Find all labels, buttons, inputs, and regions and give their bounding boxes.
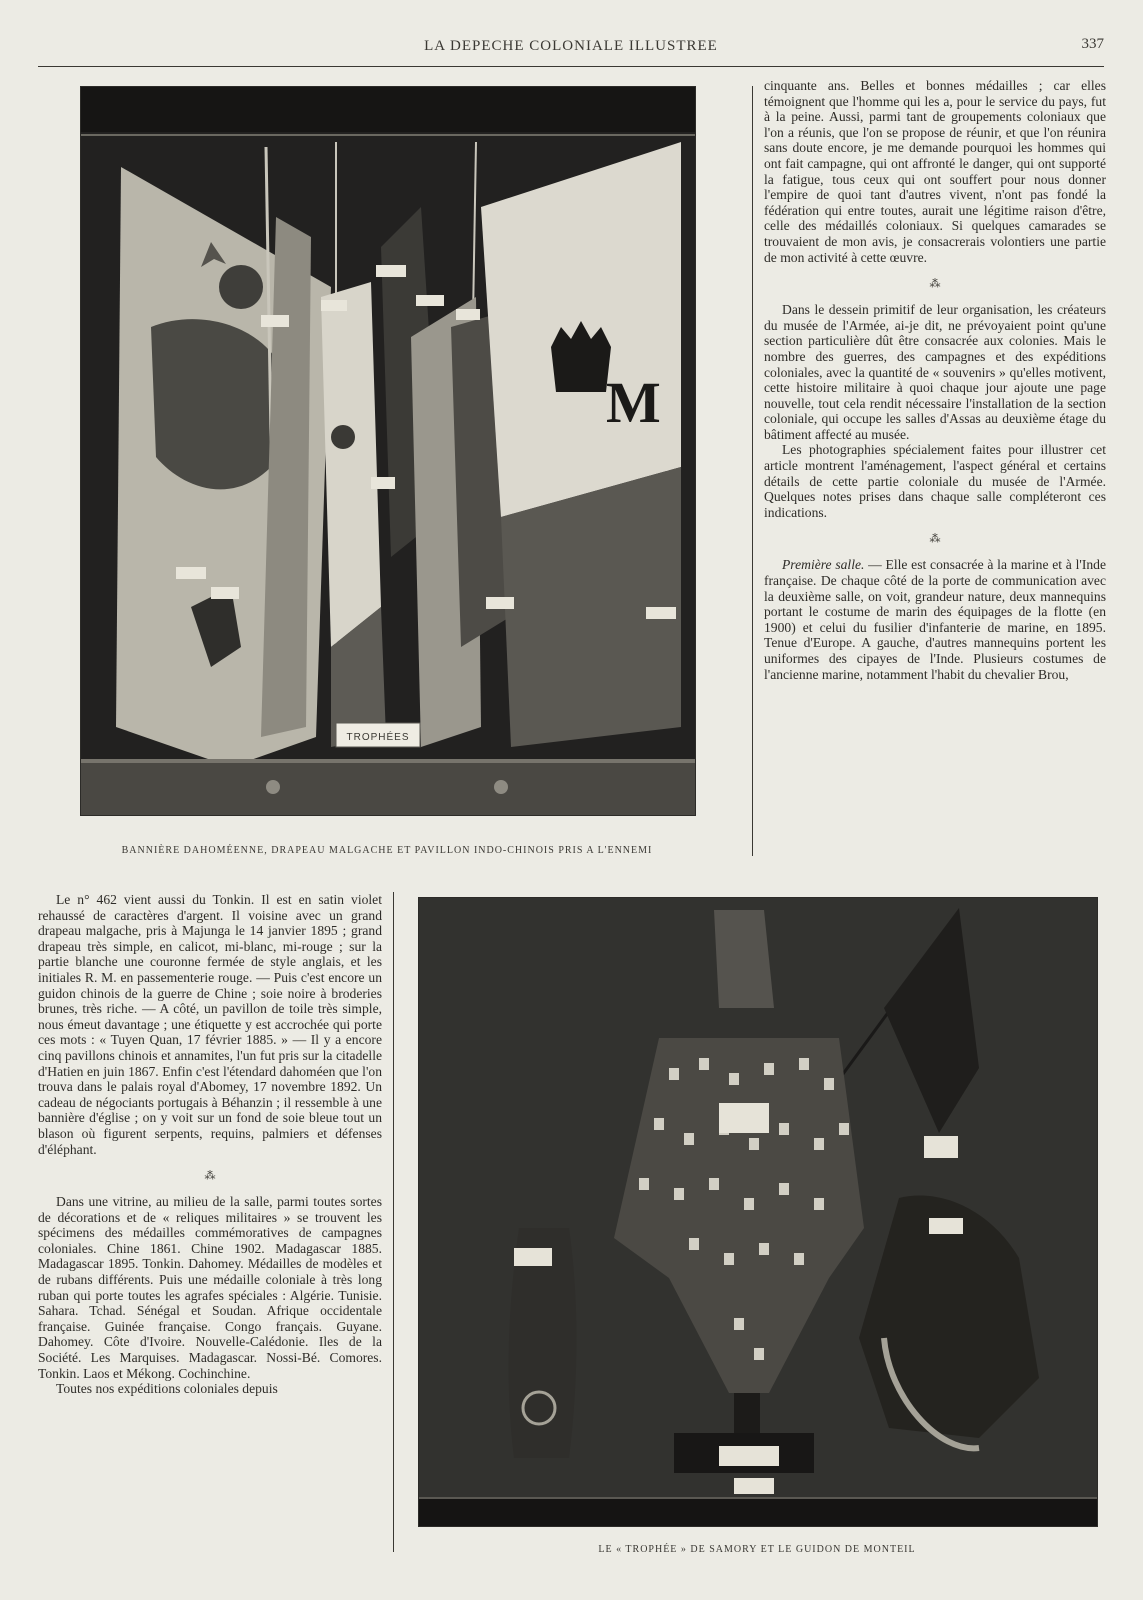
- left-paragraph-2: Dans une vitrine, au milieu de la salle, parmi toutes sortes de décorations et de « reliques militaires » se trouvent les spécimens des médailles commémoratives de campagnes coloniales. Chine 1861. Chine 1902. Madagascar 1885. Madagascar 1895. Tonkin. Dahomey. Médailles de modèles et de rubans différents. Puis une médaille coloniale à très long ruban qui porte toutes les agrafes spéciales : Algérie. Tunisie. Sahara. Tchad. Sénégal et Soudan. Afrique occidentale française. Guinée française. Congo français. Guyane. Dahomey. Côte d'Ivoire. Nouvelle-Calédonie. Iles de la Société. Les Marquises. Madagascar. Nossi-Bé. Comores. Tonkin. Laos et Mékong. Cochinchine.: [38, 1194, 382, 1381]
- left-paragraph-3: Toutes nos expéditions coloniales depuis: [56, 1381, 278, 1397]
- asterism: ⁂: [204, 1170, 216, 1183]
- right-paragraph-1: cinquante ans. Belles et bonnes médailles ; car elles témoignent que l'homme qui les a, pour le service du pays, fut à la peine. Aussi, parmi tant de groupements coloniaux que l'on a réunis, que l'on se propose de réunir, et que l'on réunira sans doute encore, je me demande pourquoi les hommes qui ont fait campagne, qui ont affronté le danger, qui ont supporté la fatigue, tous ceux qui ont souffert pour nous donner l'empire de quoi tant d'autres vivent, n'ont pas fondé la fédération qui entre toutes, aurait une légitime raison d'être, celle des médaillés coloniaux. Si quelques camarades se trouvaient de mon avis, je consacrerais volontiers une partie de mon activité à cette œuvre.: [764, 78, 1106, 265]
- flag-initial: M: [606, 370, 661, 435]
- photo-samory-trophy: [418, 897, 1098, 1527]
- bottom-photo-caption: LE « TROPHÉE » DE SAMORY ET LE GUIDON DE MONTEIL: [598, 1544, 916, 1555]
- left-paragraph-1: Le n° 462 vient aussi du Tonkin. Il est en satin violet rehaussé de caractères d'argent. Il voisine avec un grand drapeau malgache, pris à Majunga le 14 janvier 1895 ; grand drapeau très simple, en calicot, mi-blanc, mi-rouge ; sur la partie blanche une couronne fermée de style anglais, et les initiales R. M. en passementerie rouge. — Puis c'est encore un guidon chinois de la guerre de Chine ; soie noire à broderies brunes, très riche. — A côté, un pavillon de toile très simple, nous émeut davantage ; une étiquette y est accrochée qui porte ces mots : « Tuyen Quan, 17 février 1885. » — Il y a encore cinq pavillons chinois et annamites, l'un fut pris sur la citadelle d'Hatien en juin 1867. Enfin c'est l'étendard dahoméen que l'on trouva dans le palais royal d'Abomey, 17 novembre 1892. Un cadeau de négociants portugais à Béhanzin ; il ressemble à une bannière d'église ; on y voit sur un fond de soie bleue tout un blason où figurent serpents, requins, palmiers et défenses d'éléphant.: [38, 892, 382, 1157]
- top-photo-caption: BANNIÈRE DAHOMÉENNE, DRAPEAU MALGACHE ET PAVILLON INDO-CHINOIS PRIS A L'ENNEMI: [121, 845, 653, 856]
- right-paragraph-2: Dans le dessein primitif de leur organisation, les créateurs du musée de l'Armée, ai-je dit, ne prévoyaient point qu'une section particulière dût être consacrée aux colonies. Mais le nombre des guerres, des campagnes et des expéditions coloniales, avec la quantité de « souvenirs » qu'elles motivent, cette histoire militaire à quoi chaque jour ajoute une page nouvelle, tout cela rendit nécessaire l'installation de la section coloniale, qui occupe les salles d'Assas au deuxième étage du bâtiment affecté au musée.: [764, 302, 1106, 442]
- trophy-illustration: [419, 898, 1097, 1526]
- right-paragraph-4: [764, 557, 1106, 682]
- right-paragraph-3: Les photographies spécialement faites pour illustrer cet article montrent l'aménagement, l'aspect général et certains détails de cette partie coloniale du musée de l'Armée. Quelques notes prises dans chaque salle compléteront ces indications.: [764, 442, 1106, 520]
- column-rule-bottom: [393, 892, 394, 1552]
- section-lead: Première salle.: [782, 557, 865, 573]
- photo-flags-trophy: [80, 86, 696, 816]
- column-rule-top: [752, 86, 753, 856]
- trophees-label: TROPHÉES: [346, 732, 410, 743]
- running-title: LA DEPECHE COLONIALE ILLUSTREE: [424, 38, 718, 54]
- asterism: ⁂: [929, 278, 941, 291]
- right-paragraph-4-text: — Elle est consacrée à la marine et à l'Inde française. De chaque côté de la porte de communication avec la deuxième salle, on voit, grandeur nature, deux mannequins portant le costume de marin des équipages de la flotte (en 1900) et celui du fusilier d'infanterie de marine, en 1895. Tenue d'Europe. A gauche, d'autres mannequins portent les uniformes des cipayes de l'Inde. Plusieurs costumes de l'ancienne marine, notamment l'habit du chevalier Brou,: [764, 557, 1106, 682]
- left-column: [38, 892, 382, 1397]
- flags-illustration: [81, 87, 695, 815]
- asterism: ⁂: [929, 533, 941, 546]
- running-head: [38, 36, 1104, 67]
- page-number: 337: [1081, 36, 1104, 52]
- right-column: [764, 78, 1106, 682]
